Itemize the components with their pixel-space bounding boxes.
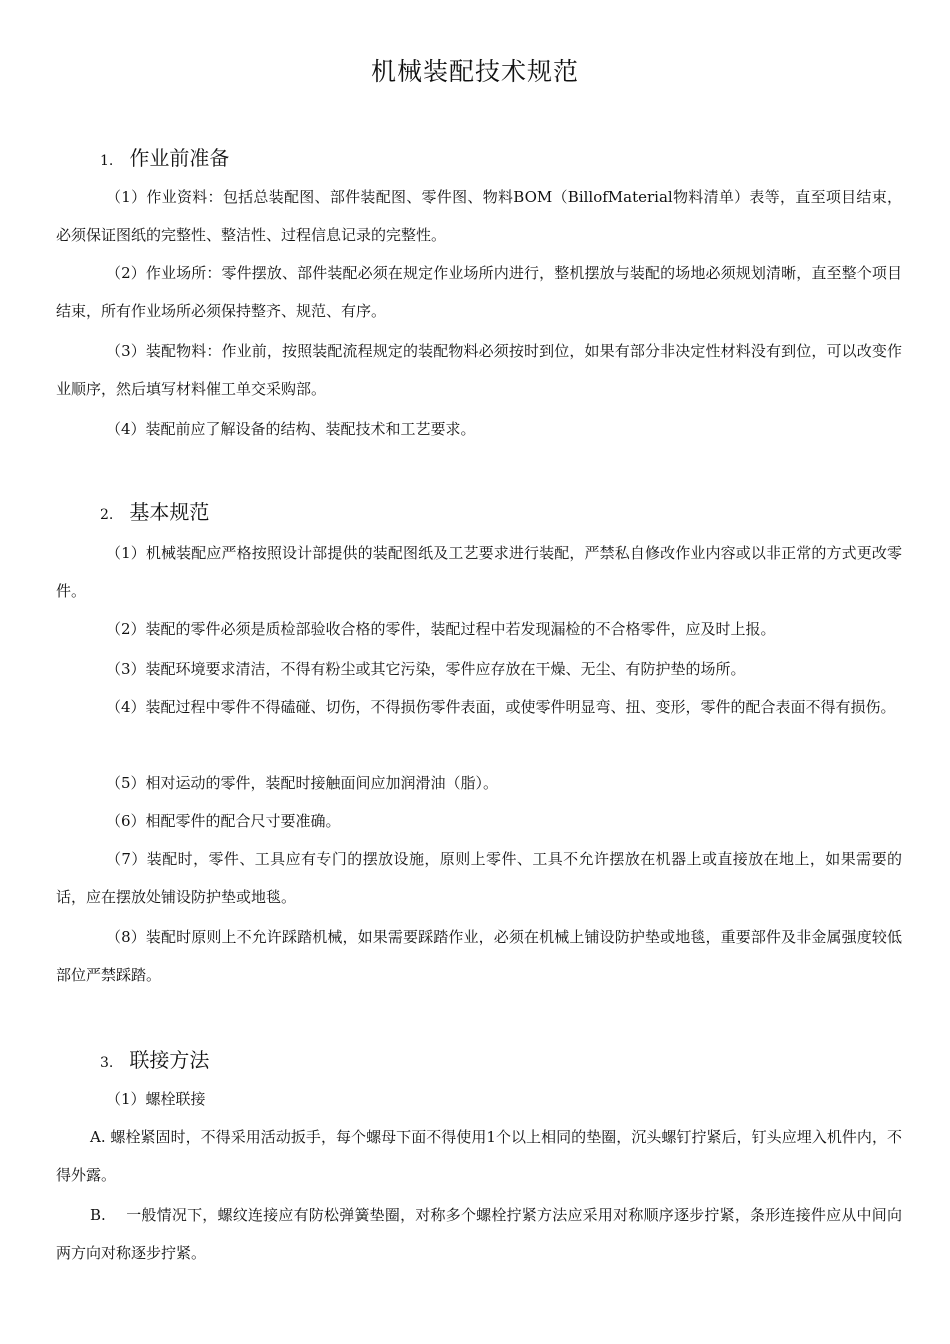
paragraph: （4）装配前应了解设备的结构、装配技术和工艺要求。 <box>106 420 476 438</box>
paragraph: A. 螺栓紧固时，不得采用活动扳手，每个螺母下面不得使用1个以上相同的垫圈，沉头螺钉拧紧后，钉头应埋入机件内，不得外露。 <box>56 1128 902 1184</box>
paragraph: （2）作业场所：零件摆放、部件装配必须在规定作业场所内进行，整机摆放与装配的场地必须规划清晰，直至整个项目结束，所有作业场所必须保持整齐、规范、有序。 <box>56 264 902 320</box>
paragraph: B. 一般情况下，螺纹连接应有防松弹簧垫圈，对称多个螺栓拧紧方法应采用对称顺序逐步拧紧，条形连接件应从中间向两方向对称逐步拧紧。 <box>56 1206 902 1262</box>
paragraph: （1）作业资料：包括总装配图、部件装配图、零件图、物料BOM（BillofMaterial物料清单）表等，直至项目结束，必须保证图纸的完整性、整洁性、过程信息记录的完整性。 <box>56 188 902 244</box>
section-number: 3. <box>100 1055 114 1071</box>
section-heading-2 <box>100 496 209 525</box>
paragraph: （7）装配时，零件、工具应有专门的摆放设施，原则上零件、工具不允许摆放在机器上或直接放在地上，如果需要的话，应在摆放处铺设防护垫或地毯。 <box>56 850 902 906</box>
paragraph: （4）装配过程中零件不得磕碰、切伤，不得损伤零件表面，或使零件明显弯、扭、变形，零件的配合表面不得有损伤。 <box>106 698 896 716</box>
paragraph: （8）装配时原则上不允许踩踏机械，如果需要踩踏作业，必须在机械上铺设防护垫或地毯，重要部件及非金属强度较低部位严禁踩踏。 <box>56 928 902 984</box>
section-title: 基本规范 <box>129 500 210 524</box>
section-heading-1 <box>100 142 229 171</box>
section-heading-3 <box>100 1044 209 1073</box>
subsection-heading: （1）螺栓联接 <box>106 1090 206 1108</box>
section-number: 2. <box>100 507 114 523</box>
paragraph: （6）相配零件的配合尺寸要准确。 <box>106 812 341 830</box>
section-title: 作业前准备 <box>129 146 230 170</box>
paragraph: （5）相对运动的零件，装配时接触面间应加润滑油（脂）。 <box>106 774 499 792</box>
paragraph: （1）机械装配应严格按照设计部提供的装配图纸及工艺要求进行装配，严禁私自修改作业内容或以非正常的方式更改零件。 <box>56 544 902 600</box>
section-title: 联接方法 <box>129 1048 210 1072</box>
paragraph: （2）装配的零件必须是质检部验收合格的零件，装配过程中若发现漏检的不合格零件，应及时上报。 <box>106 620 776 638</box>
paragraph: （3）装配环境要求清洁，不得有粉尘或其它污染，零件应存放在干燥、无尘、有防护垫的场所。 <box>106 660 746 678</box>
document-title: 机械装配技术规范 <box>370 57 579 86</box>
paragraph: （3）装配物料：作业前，按照装配流程规定的装配物料必须按时到位，如果有部分非决定性材料没有到位，可以改变作业顺序，然后填写材料催工单交采购部。 <box>56 342 902 398</box>
section-number: 1. <box>100 153 114 169</box>
